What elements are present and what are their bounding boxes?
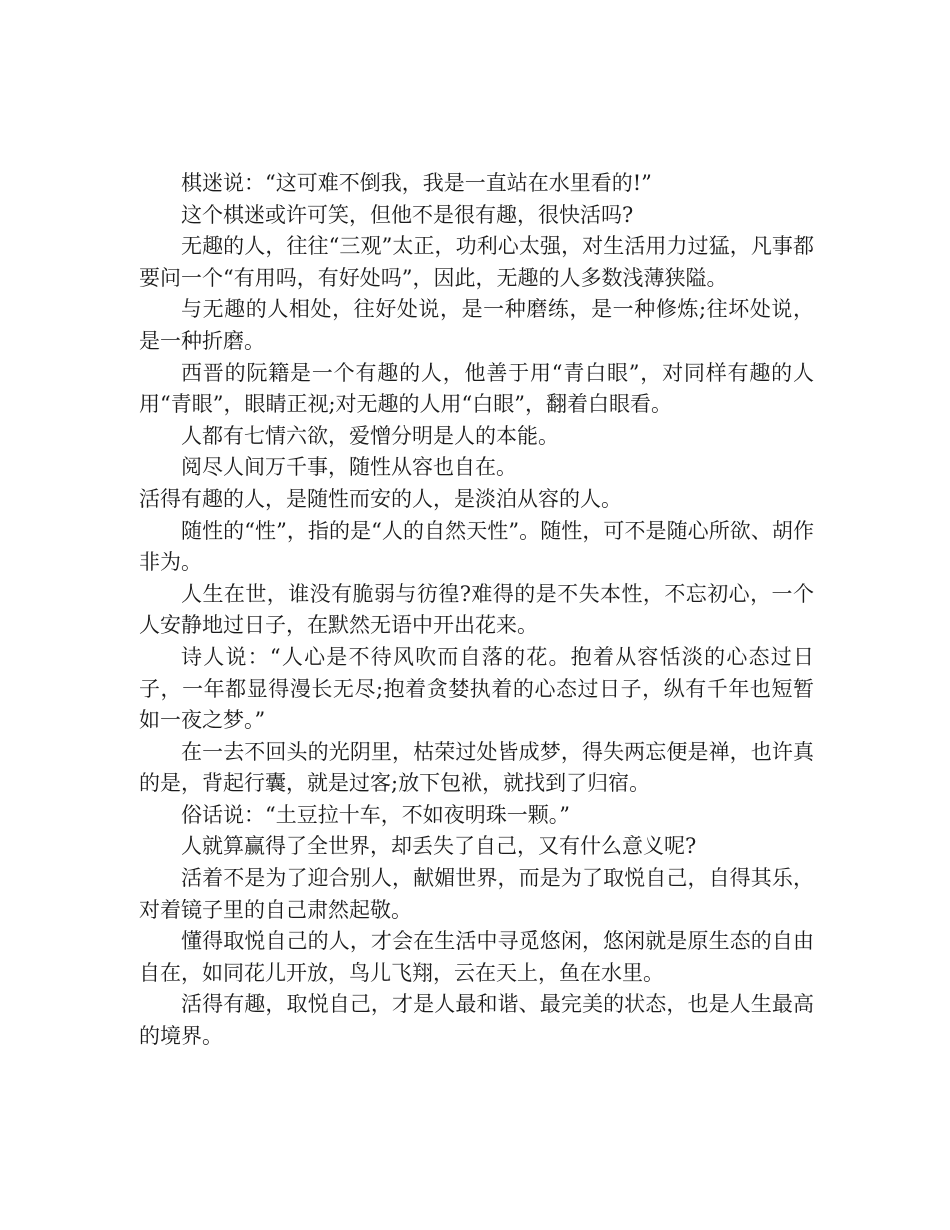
document-body (139, 168, 814, 1053)
paragraph-17: 活得有趣，取悦自己，才是人最和谐、最完美的状态，也是人生最高的境界。 (139, 992, 814, 1049)
paragraph-7: 阅尽人间万千事，随性从容也自在。 (181, 455, 517, 480)
paragraph-16: 懂得取悦自己的人，才会在生活中寻觅悠闲，悠闲就是原生态的自由自在，如同花儿开放，鸟儿飞翔，云在天上，鱼在水里。 (139, 929, 814, 985)
paragraph-11: 诗人说：“人心是不待风吹而自落的花。抱着从容恬淡的心态过日子，一年都显得漫长无尽;抱着贪婪执着的心态过日子，纵有千年也短暂如一夜之梦。” (139, 644, 814, 733)
paragraph-1: 棋迷说：“这可难不倒我，我是一直站在水里看的!” (181, 171, 652, 195)
paragraph-8: 活得有趣的人，是随性而安的人，是淡泊从容的人。 (139, 486, 622, 511)
paragraph-9: 随性的“性”，指的是“人的自然天性”。随性，可不是随心所欲、胡作非为。 (139, 518, 814, 575)
paragraph-12: 在一去不回头的光阴里，枯荣过处皆成梦，得失两忘便是禅，也许真的是，背起行囊，就是过客;放下包袱，就找到了归宿。 (139, 739, 814, 796)
paragraph-14: 人就算赢得了全世界，却丢失了自己，又有什么意义呢? (181, 834, 697, 859)
paragraph-13: 俗话说：“土豆拉十车，不如夜明珠一颗。” (181, 802, 570, 827)
paragraph-10: 人生在世，谁没有脆弱与彷徨?难得的是不失本性，不忘初心，一个人安静地过日子，在默然无语中开出花来。 (139, 581, 814, 638)
paragraph-6: 人都有七情六欲，爱憎分明是人的本能。 (181, 423, 559, 448)
paragraph-15: 活着不是为了迎合别人，献媚世界，而是为了取悦自己，自得其乐，对着镜子里的自己肃然起敬。 (139, 866, 814, 922)
paragraph-4: 与无趣的人相处，往好处说，是一种磨练，是一种修炼;往坏处说，是一种折磨。 (139, 297, 814, 353)
paragraph-5: 西晋的阮籍是一个有趣的人，他善于用“青白眼”，对同样有趣的人用“青眼”，眼睛正视;对无趣的人用“白眼”，翻着白眼看。 (139, 360, 814, 417)
paragraph-2: 这个棋迷或许可笑，但他不是很有趣，很快活吗? (181, 202, 634, 227)
paragraph-3: 无趣的人，往往“三观”太正，功利心太强，对生活用力过猛，凡事都要问一个“有用吗，有好处吗”，因此，无趣的人多数浅薄狭隘。 (139, 234, 814, 290)
